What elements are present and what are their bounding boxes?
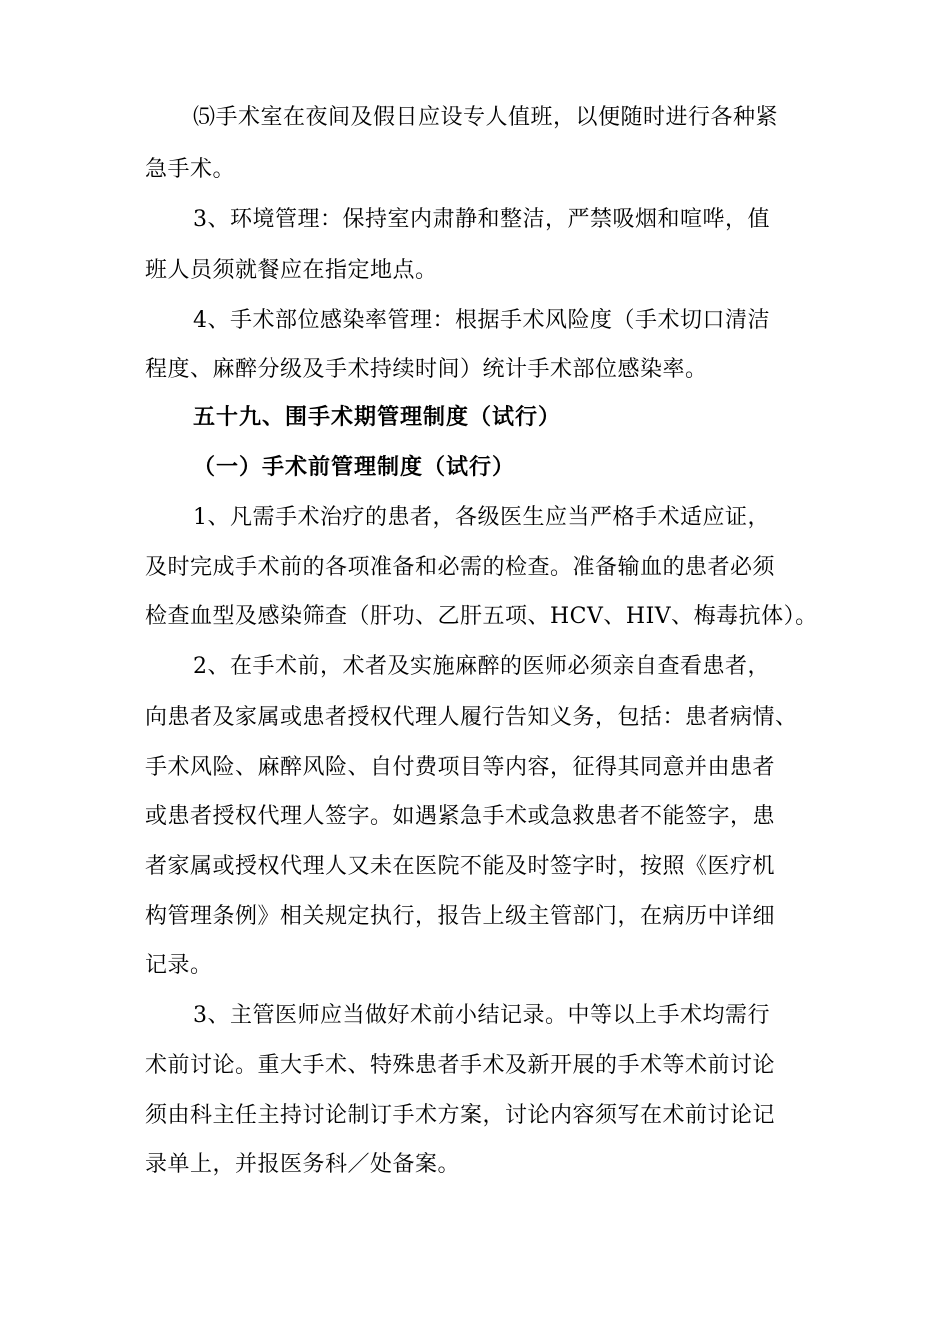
- paragraph-line: 记录。: [145, 953, 213, 978]
- paragraph-line: 及时完成手术前的各项准备和必需的检查。准备输血的患者必须: [145, 555, 776, 580]
- paragraph-line: 向患者及家属或患者授权代理人履行告知义务，包括：患者病情、: [145, 705, 798, 730]
- paragraph-line: 录单上，并报医务科／处备案。: [145, 1152, 461, 1177]
- paragraph-line: ⑸手术室在夜间及假日应设专人值班，以便随时进行各种紧: [193, 105, 779, 130]
- paragraph-line: 3、环境管理：保持室内肃静和整洁，严禁吸烟和喧哗，值: [193, 207, 770, 232]
- paragraph-line: 须由科主任主持讨论制订手术方案，讨论内容须写在术前讨论记: [145, 1103, 776, 1128]
- paragraph-line: 术前讨论。重大手术、特殊患者手术及新开展的手术等术前讨论: [145, 1053, 776, 1078]
- paragraph-line: 1、凡需手术治疗的患者，各级医生应当严格手术适应证，: [193, 505, 770, 530]
- subsection-heading: （一）手术前管理制度（试行）: [193, 455, 516, 480]
- paragraph-line: 4、手术部位感染率管理：根据手术风险度（手术切口清洁: [193, 308, 770, 333]
- paragraph-line: 或患者授权代理人签字。如遇紧急手术或急救患者不能签字，患: [145, 804, 776, 829]
- paragraph-line: 2、在手术前，术者及实施麻醉的医师必须亲自查看患者，: [193, 654, 770, 679]
- paragraph-line: 急手术。: [145, 157, 236, 182]
- paragraph-line: 者家属或授权代理人又未在医院不能及时签字时，按照《医疗机: [145, 854, 776, 879]
- paragraph-line: 手术风险、麻醉风险、自付费项目等内容，征得其同意并由患者: [145, 755, 776, 780]
- paragraph-line: 程度、麻醉分级及手术持续时间）统计手术部位感染率。: [145, 357, 708, 382]
- paragraph-line: 班人员须就餐应在指定地点。: [145, 258, 438, 283]
- paragraph-line: 构管理条例》相关规定执行，报告上级主管部门，在病历中详细: [145, 904, 776, 929]
- paragraph-line: 检查血型及感染筛查（肝功、乙肝五项、HCV、HIV、梅毒抗体）。: [145, 604, 818, 629]
- paragraph-line: 3、主管医师应当做好术前小结记录。中等以上手术均需行: [193, 1003, 770, 1028]
- section-heading: 五十九、围手术期管理制度（试行）: [193, 405, 562, 430]
